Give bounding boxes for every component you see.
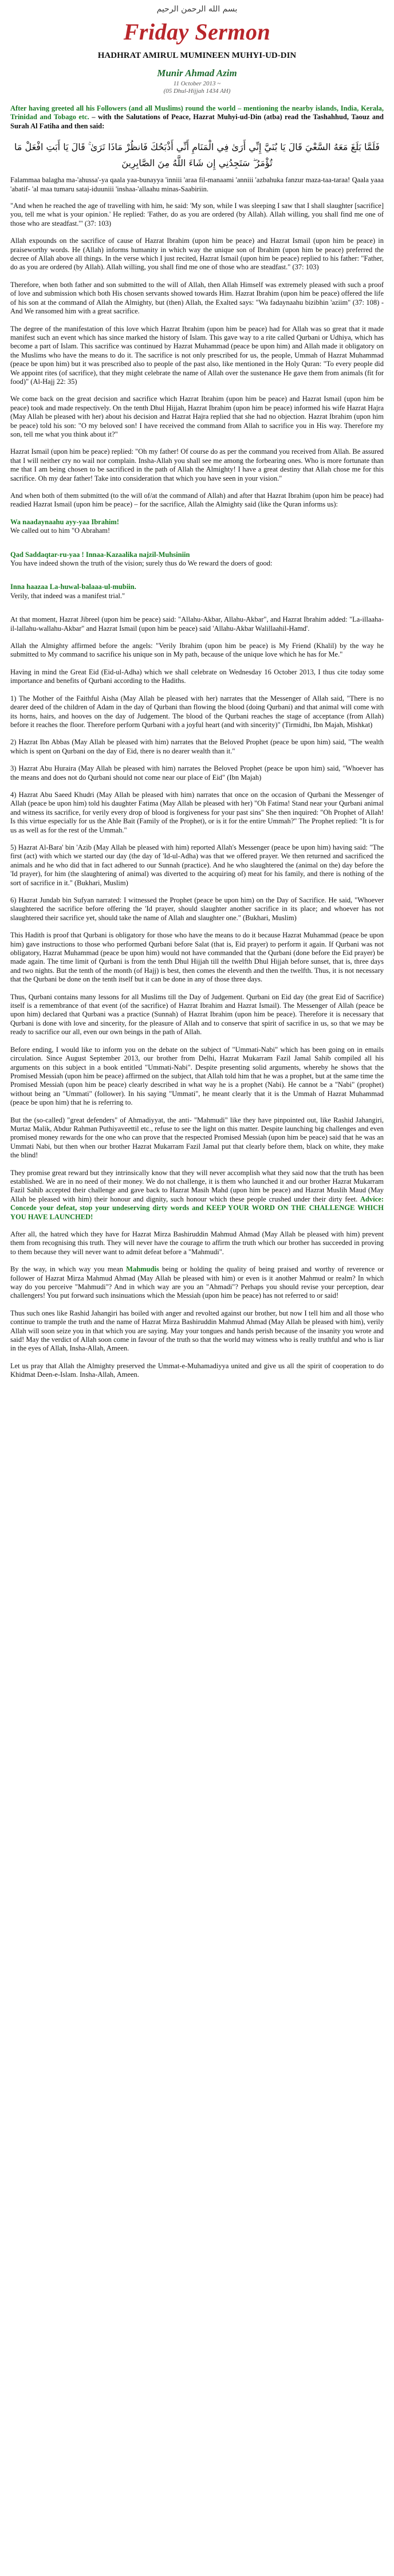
- green-truth-line: Qad Saddaqtar-ru-yaa ! Innaa-Kazaalika najzil-Muhsiniin: [10, 550, 190, 559]
- paragraph: You have indeed shown the truth of the vision; surely thus do We reward the doers of good:: [10, 559, 273, 568]
- hadith-6: 6) Hazrat Jundab bin Sufyan narrated: I witnessed the Prophet (peace be upon him) on the Day of Sacrifice. He said, "Whoever slaughtered the sacrifice before offering the 'Id prayer, should slaughter another sacrifice in its place; and whoever has not slaughtered their sacrifice yet, should take the name of Allah and slaughter one." (Bukhari, Muslim): [10, 896, 384, 922]
- paragraph: We come back on the great decision and sacrifice which Hazrat Ibrahim (upon him be peace) and Hazrat Ismail (upon him be peace) took and made respectively. On the tenth Dhul Hijjah, Hazrat Ibrahim (upon him be peace) informed his wife Hazrat Hajra (May Allah be pleased with her) about his decision and Hazrat Hajra replied that she had no objection. Hazrat Ibrahim (upon him be peace) told his son: "O my beloved son! I have received the command from Allah to sacrifice you in His way. Therefore my son, tell me what you think about it?": [10, 395, 384, 438]
- speaker-name: Munir Ahmad Azim: [157, 68, 237, 78]
- hadith-2: 2) Hazrat Ibn Abbas (May Allah be pleased with him) narrates that the Beloved Prophet (peace be upon him) said, "The wealth which is spent on Qurbani on the day of Eid, there is no dearer wealth than it.": [10, 738, 384, 755]
- sermon-subtitle: HADHRAT AMIRUL MUMINEEN MUHYI-UD-DIN: [97, 51, 297, 60]
- paragraph: After all, the hatred which they have for Hazrat Mirza Bashiruddin Mahmud Ahmad (May Allah be pleased with him) prevent them from recognising this truth. They will never have the courage to affirm the truth which our brother has succeeded in proving to them because they will never want to admit defeat before a "Mahmudi".: [10, 1230, 384, 1256]
- hadith-5: 5) Hazrat Al-Bara' bin 'Azib (May Allah be pleased with him) reported Allah's Messenger (peace be upon him) having said: "The first (act) with which we started our day (the day of 'Id-ul-Adha) was that we offered prayer. We then returned and sacrificed the animals and he who did that in fact adhered to our Sunnah (practice). And he who slaughtered the (animal on the) day before the 'Id prayer), for him (the slaughtering of animal) was diverted to the acquiring of) meat for his family, and there is nothing of the sort of sacrifice in it." (Bukhari, Muslim): [10, 843, 384, 887]
- opening-rest: – with the Salutations of Peace, Hazrat Muhyi-ud-Din (atba) read the Tashahhud, Taouz and Surah Al Fatiha and then said:: [10, 113, 384, 130]
- paragraph: And when both of them submitted (to the will of/at the command of Allah) and after that Hazrat Ibrahim (upon him be peace) had readied Hazrat Ismail (upon him be peace) – for the sacrifice, Allah the Almighty said (like the Quran informs us):: [10, 492, 384, 509]
- paragraph: Thus, Qurbani contains many lessons for all Muslims till the Day of Judgement. Qurbani on Eid day (the great Eid of Sacrifice) itself is a remembrance of that event (of the sacrifice) of Hazrat Ibrahim and Hazrat Ismail). The Messenger of Allah (peace be upon him) declared that Qurbani was a practice (Sunnah) of Hazrat Ibrahim (upon him be peace). Therefore it is necessary that Qurbani is done with love and sincerity, for the pleasure of Allah and to conserve that spirit of sacrifice in us, so that we may be ready to sacrifice our all, even our own beings in the path of Allah.: [10, 992, 384, 1036]
- paragraph: But the (so-called) "great defenders" of Ahmadiyyat, the anti- "Mahmudi" like they have pinpointed out, like Rashid Jahangiri, Murtaz Malik, Abdur Rahman Puthiyaveettil etc., refuse to see the light on this matter. Despite launching big challenges and even promised money rewards for the one who can prove that the respected Promised Messiah (upon him be peace) said that he was an Ummati Nabi, but then when our brother Hazrat Mukarram Fazil Jamal put that clearly before them, black on white, they make the blind!: [10, 1116, 384, 1160]
- advice-text: Advice: Concede your defeat, stop your undeserving dirty words and KEEP YOUR WORD ON THE CHALLENGE WHICH YOU HAVE LAUNCHED!: [10, 1195, 384, 1221]
- paragraph: By the way, in which way you mean Mahmudis being or holding the quality of being praised and worthy of reverence or follower of Hazrat Mirza Mahmud Ahmad (May Allah be pleased with him) or even is it another Mahmud or realm? In which way do you perceive "Mahmudi"? And in which way are you an "Ahmadi"? Perhaps you should revise your perception, dear challengers! You put forward such insinuations which the Messiah (upon him be peace) has not referred to or said!: [10, 1265, 384, 1300]
- green-call-line: Wa naadaynaahu ayy-yaa Ibrahim!: [10, 517, 119, 526]
- paragraph: "And when he reached the age of travelling with him, he said: 'My son, while I was sleeping I saw that I shall slaughter [sacrifice] you, tell me what is your opinion.' He replied: 'Father, do as you are ordered (by Allah). Allah willing, you shall find me one of those who are steadfast.'" (37: 103): [10, 202, 384, 227]
- paragraph: Thus such ones like Rashid Jahangiri has boiled with anger and revolted against our brother, but now I tell him and all those who continue to trample the truth and the name of Hazrat Mirza Bashiruddin Mahmud Ahmad (May Allah be pleased with him), verily Allah will soon seize you in that which you are saying. May your tongues and hands perish because of the insanity you wrote and said! May the verdict of Allah soon come in favour of the truth so that the world may witness who is really truthful and who is liar in the eyes of Allah, Insha-Allah, Ameen.: [10, 1309, 384, 1353]
- paragraph: Therefore, when both father and son submitted to the will of Allah, then Allah Himself was extremely pleased with such a proof of love and submission which both His chosen servants showed towards Him. Hazrat Ibrahim (upon him be peace) offered the life of his son at the command of Allah the Almighty, but (then) Allah, the Exalted says: "Wa fadaynaahu bizibhin 'aziim" (37: 108) - And We ransomed him with a great sacrifice.: [10, 280, 384, 316]
- opening-green-lead: After having greeted all his Followers (and all Muslims) round the world – mentioning the nearby islands, India, Kerala, Trinidad and Tobago etc.: [10, 104, 384, 121]
- paragraph: Before ending, I would like to inform you on the debate on the subject of "Ummati-Nabi" which has been going on in emails circulation. Since August September 2013, our brother from Delhi, Hazrat Mukarram Fazil Jamal Sahib compiled all his arguments on this subject in a book entitled "Ummati-Nabi". Despite presenting solid arguments, whereby he shows that the Promised Messiah (upon him be peace) affirmed on the subject, that Allah told him that he was a prophet, but at the same time the Promised Messiah (upon him be peace) clearly described in what way he is a prophet (Nabi). He cannot be a "Nabi" (prophet) without being an "Ummati" (follower). In his saying "Ummati", he meant clearly that it is the Ummah of Hazrat Muhammad (peace be upon him) that he is referring to.: [10, 1045, 384, 1107]
- paragraph: Having in mind the Great Eid (Eid-ul-Adha) which we shall celebrate on Wednesday 16 October 2013, I thus cite today some importance and benefits of Qurbani according to the Hadiths.: [10, 667, 384, 685]
- hadith-1: 1) The Mother of the Faithful Aisha (May Allah be pleased with her) narrates that the Messenger of Allah said, "There is no dearer deed of the children of Adam in the day of Qurbani than flowing the blood (doing Qurbani) and that animal will come with its horns, hairs, and hooves on the day of Judgement. The blood of the Qurbani reaches the stage of acceptance (from Allah) before it reaches the floor. Therefore perform Qurbani with a joyful heart (and with sincerity)" (Tirmidhi, Ibn Majah, Mishkat): [10, 694, 384, 729]
- closing-prayer: Let us pray that Allah the Almighty preserved the Ummat-e-Muhamadiyya united and give us all the spirit of cooperation to do Khidmat Deen-e-Islam. Insha-Allah, Ameen.: [10, 1361, 384, 1379]
- paragraph: Allah expounds on the sacrifice of cause of Hazrat Ibrahim (upon him be peace) and Hazrat Ismail (upon him be peace) in praiseworthy words. He (Allah) informs humanity in which way the unique son of Ibrahim (upon him be peace) preferred the decree of Allah above all things. In the verse which I just recited, Hazrat Ismail (upon him be peace) replied to his father: "Father, do as you are ordered (by Allah). Allah willing, you shall find me one of those who are steadfast." (37: 103): [10, 237, 384, 272]
- hadith-3: 3) Hazrat Abu Huraira (May Allah be pleased with him) narrates the Beloved Prophet (peace be upon him) said, "Whoever has the means and does not do Qurbani should not come near our place of Eid" (Ibn Majah): [10, 764, 384, 782]
- paragraph: The degree of the manifestation of this love which Hazrat Ibrahim (upon him be peace) had for Allah was so great that it made manifest such an event which has since marked the history of Islam. This gave way to a rite called Qurbani or Udhiya, which has become a part of Islam. This sacrifice was continued by Hazrat Muhammad (peace be upon him) and Allah made it obligatory on the Muslims who have the means to do it. The sacrifice is not only prescribed for us, the people, Ummah of Hazrat Muhammad (peace be upon him) but it was prescribed also to people of the past also, like mentioned in the Holy Quran: "To every people did We appoint rites (of sacrifice), that they might celebrate the name of Allah over the sustenance He gave them from animals (fit for food)" (Al-Hajj 22: 35): [10, 324, 384, 386]
- arabic-verse: فَلَمَّا بَلَغَ مَعَهُ السَّعْيَ قَالَ يَا بُنَيَّ إِنِّي أَرَىٰ فِي الْمَنَامِ أَنِّي أَذْبَحُكَ فَانظُرْ مَاذَا تَرَىٰ ۚ قَالَ يَا أَبَتِ افْعَلْ مَا تُؤْمَرُ ۖ سَتَجِدُنِي إِن شَاءَ اللَّهُ مِنَ الصَّابِرِينَ: [14, 142, 380, 169]
- paragraph: This Hadith is proof that Qurbani is obligatory for those who have the means to do it because Hazrat Muhammad (peace be upon him) gave instructions to those who performed Qurbani before Salat (that is, Eid prayer) to perform it again. If Qurbani was not obligatory, Hazrat Muhammad (peace be upon him) would not have commanded that the Qurbani (done before the Eid prayer) be made again. The time limit of Qurbani is from the tenth Dhul Hijjah till the twelfth Dhul Hijjah before sunset, that is, three days and two nights. But the tenth of the month (of Hajj) is best, then comes the eleventh and then the twelfth. Thus, it is not necessary that the Qurbani be done on the tenth itself but it can be done in any of those three days.: [10, 931, 384, 984]
- paragraph: Hazrat Ismail (upon him be peace) replied: "Oh my father! Of course do as per the command you received from Allah. Be assured that I will neither cry no wail nor complain. Insha-Allah you shall see me among the forbearing ones. Who is more fortunate than me that I am being chosen to be sacrificed in the path of Allah the Almighty! I have a great destiny that Allah chose me for this sacrifice. Oh my dear father! Take into consideration that which you have seen in your vision.": [10, 447, 384, 482]
- paragraph: Verily, that indeed was a manifest trial.": [10, 591, 125, 600]
- page-title: Friday Sermon: [123, 19, 271, 45]
- bismillah: بسم الله الرحمن الرحيم: [156, 5, 238, 14]
- transliteration: Falammaa balagha ma-'ahussa'-ya qaala yaa-bunayya 'inniii 'araa fil-manaami 'anniii 'azbahuka fanzur maza-taa-taraa! Qaala yaaa 'abatif- 'al maa tumaru sataj-iduuniii 'inshaa-'allaahu minas-Saabiriin.: [10, 176, 384, 193]
- date-hijri: (05 Dhul-Hijjah 1434 AH): [163, 88, 231, 95]
- green-trial-line: Inna haazaa La-huwal-balaaa-ul-mubiin.: [10, 583, 136, 591]
- paragraph: Allah the Almighty affirmed before the angels: "Verily Ibrahim (upon him be peace) is My Friend (Khalil) by the way he submitted to My command to sacrifice his unique son in My path, because of the unique love which he has for Me.": [10, 642, 384, 659]
- mahmudis-before: By the way, in which way you mean: [10, 1265, 127, 1274]
- mahmudis-highlight: Mahmudis: [126, 1265, 159, 1274]
- paragraph: At that moment, Hazrat Jibreel (upon him be peace) said: "Allahu-Akbar, Allahu-Akbar", and Hazrat Ibrahim added: "La-illaaha-il-lallahu-wallahu-Akbar" and Hazrat Ismail (upon him be peace) said 'Allahu-Akbar Walillaahil-Hamd'.: [10, 615, 384, 633]
- paragraph: We called out to him "O Abraham!: [10, 527, 111, 535]
- date-gregorian: 11 October 2013 ~: [173, 80, 221, 87]
- paragraph: They promise great reward but they intrinsically know that they will never accomplish what they said now that the truth has been established. We are in no need of their money. We do not challenge, it is them who launched it and our brother Hazrat Mukarram Fazil Sahib accepted their challenge and gave back to Hazrat Masih Mahd (upon him be peace) and Hazrat Muslih Maud (May Allah be pleased with him) their honour and dignity, such honour which these people crushed under their dirty feet. Advice: Concede your defeat, stop your undeserving dirty words and KEEP YOUR WORD ON THE CHALLENGE WHICH YOU HAVE LAUNCHED!: [10, 1168, 384, 1221]
- opening-paragraph: [10, 104, 384, 131]
- hadith-4: 4) Hazrat Abu Saeed Khudri (May Allah be pleased with him) narrates that once on the occasion of Qurbani the Messenger of Allah (peace be upon him) told his daughter Fatima (May Allah be pleased with her) "Oh Fatima! Stand near your Qurbani animal and witness its sacrifice, for verily every drop of blood is forgiveness for your past sins" She then inquired: "Oh Prophet of Allah! Is this virtue especially for us the Ahle Bait (Family of the Prophet), or is it for the entire Ummah?" The Prophet replied: "It is for us as well as for the rest of the Ummah.": [10, 790, 384, 834]
